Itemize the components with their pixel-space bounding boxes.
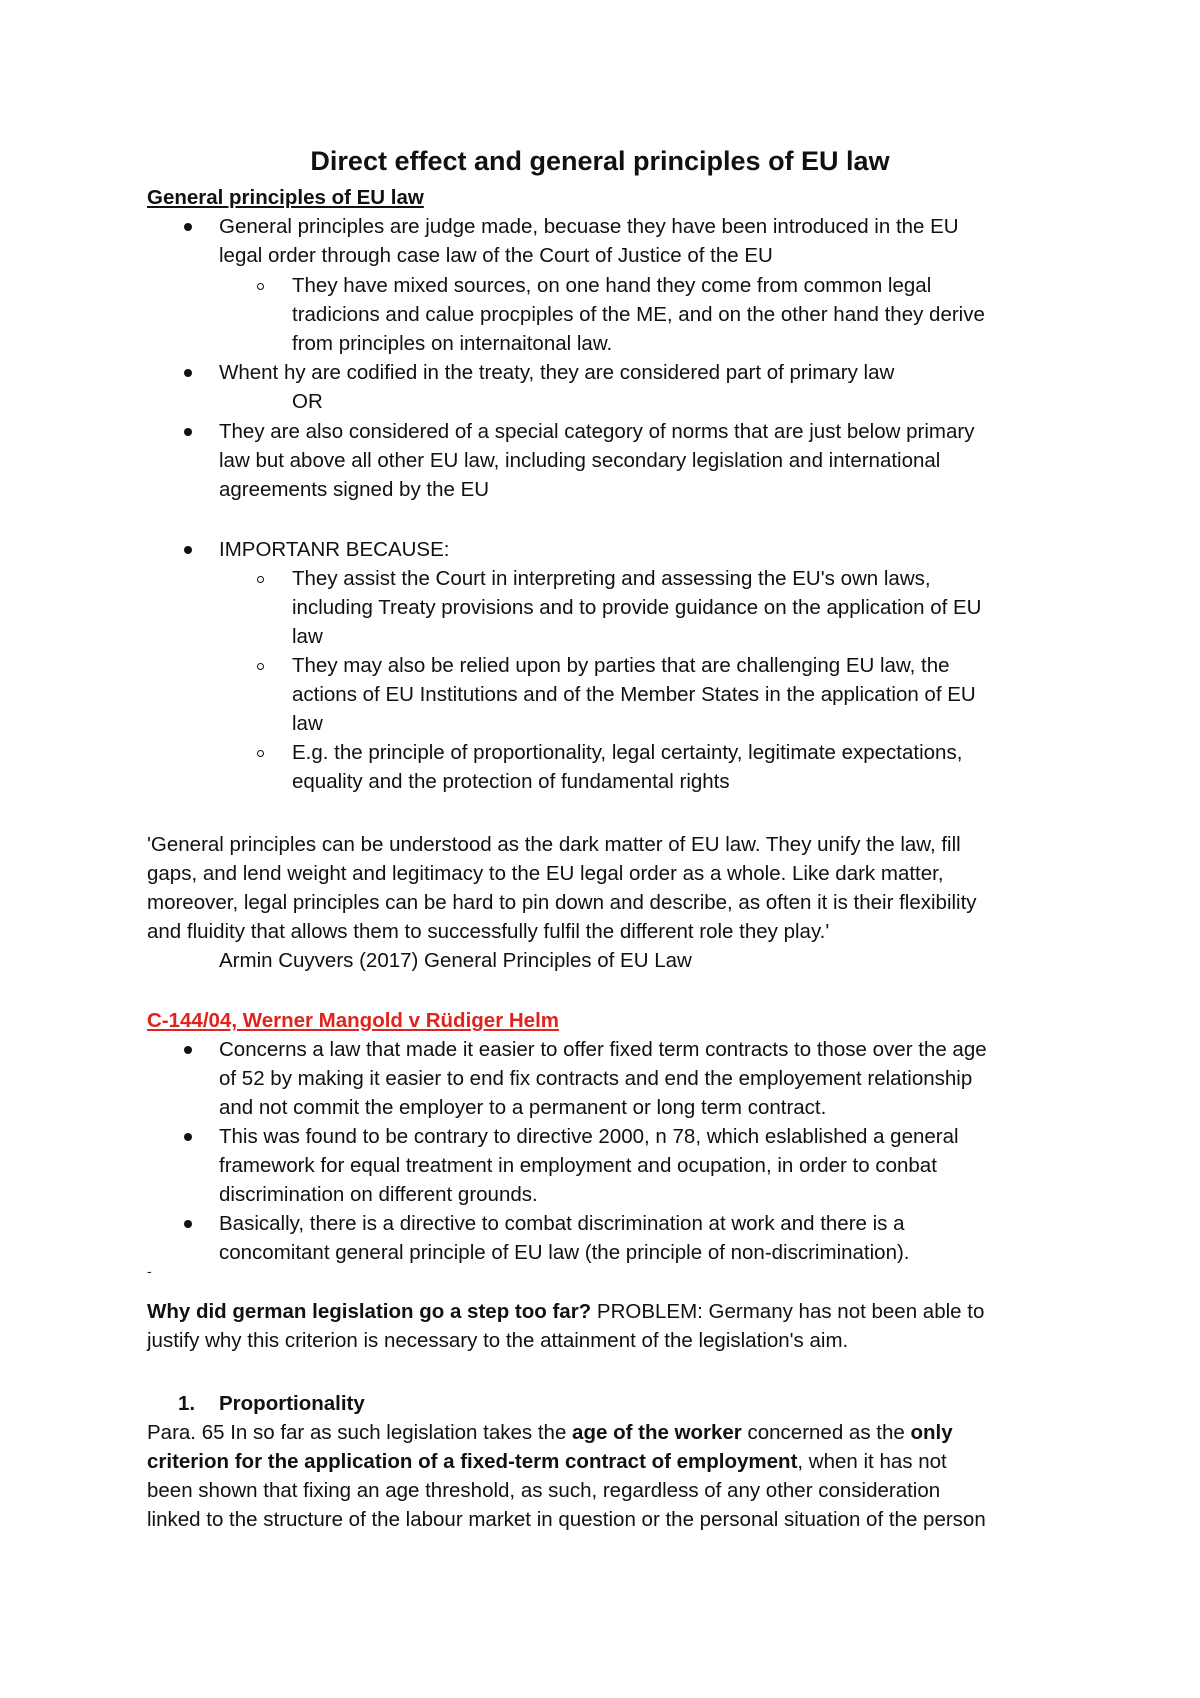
- sub-bullet-text: including Treaty provisions and to provide guidance on the application of EU: [292, 596, 982, 619]
- para-line-4: linked to the structure of the labour market in question or the personal situation of the person: [147, 1508, 986, 1531]
- bullet-text: framework for equal treatment in employment and ocupation, in order to conbat: [219, 1154, 937, 1177]
- sub-bullet-text: actions of EU Institutions and of the Member States in the application of EU: [292, 683, 976, 706]
- sub-bullet-text: law: [292, 712, 323, 735]
- question-line: [147, 1297, 984, 1326]
- dash-text: -: [147, 1263, 152, 1279]
- para-text: concerned as the: [741, 1421, 911, 1444]
- or-text: OR: [292, 390, 323, 413]
- bullet-text: Concerns a law that made it easier to offer fixed term contracts to those over the age: [219, 1038, 987, 1061]
- sub-bullet-text: tradicions and calue procpiples of the ME, and on the other hand they derive: [292, 303, 985, 326]
- sub-bullet-text: E.g. the principle of proportionality, legal certainty, legitimate expectations,: [292, 741, 963, 764]
- bullet-text: They are also considered of a special category of norms that are just below primary: [219, 420, 975, 443]
- bullet-icon: [184, 1133, 192, 1141]
- case-heading: C-144/04, Werner Mangold v Rüdiger Helm: [147, 1009, 560, 1032]
- para-bold: age of the worker: [572, 1421, 742, 1444]
- bullet-text: discrimination on different grounds.: [219, 1183, 538, 1206]
- quote-text: and fluidity that allows them to successfully fulfil the different role they play.': [147, 920, 830, 943]
- sub-bullet-text: law: [292, 625, 323, 648]
- bullet-text: concomitant general principle of EU law (the principle of non-discrimination).: [219, 1241, 910, 1264]
- bullet-icon: [184, 223, 192, 231]
- bullet-icon: [184, 1046, 192, 1054]
- quote-text: moreover, legal principles can be hard to pin down and describe, as often it is their flexibility: [147, 891, 977, 914]
- bullet-icon: [184, 369, 192, 377]
- bullet-text: and not commit the employer to a permanent or long term contract.: [219, 1096, 827, 1119]
- sub-bullet-icon: [257, 663, 264, 670]
- para-bold: only: [910, 1421, 953, 1444]
- para-text: , when it has not: [797, 1450, 947, 1473]
- page-title: Direct effect and general principles of EU law: [310, 146, 890, 176]
- sub-bullet-text: from principles on internaitonal law.: [292, 332, 613, 355]
- para-line-1: [147, 1418, 953, 1447]
- quote-text: gaps, and lend weight and legitimacy to the EU legal order as a whole. Like dark matter,: [147, 862, 944, 885]
- bullet-text: General principles are judge made, becuase they have been introduced in the EU: [219, 215, 959, 238]
- question-bold: Why did german legislation go a step too far?: [147, 1300, 592, 1323]
- list-number: 1.: [178, 1392, 196, 1415]
- para-bold: criterion for the application of a fixed-term contract of employment: [147, 1450, 798, 1473]
- sub-bullet-text: They assist the Court in interpreting and assessing the EU's own laws,: [292, 567, 931, 590]
- quote-text: 'General principles can be understood as the dark matter of EU law. They unify the law, fill: [147, 833, 961, 856]
- bullet-text: This was found to be contrary to directive 2000, n 78, which eslablished a general: [219, 1125, 959, 1148]
- bullet-text: IMPORTANR BECAUSE:: [219, 538, 450, 561]
- sub-bullet-icon: [257, 576, 264, 583]
- bullet-text: Whent hy are codified in the treaty, they are considered part of primary law: [219, 361, 895, 384]
- sub-bullet-icon: [257, 750, 264, 757]
- sub-bullet-text: They may also be relied upon by parties that are challenging EU law, the: [292, 654, 950, 677]
- sub-bullet-text: They have mixed sources, on one hand they come from common legal: [292, 274, 932, 297]
- bullet-text: legal order through case law of the Court of Justice of the EU: [219, 244, 773, 267]
- bullet-icon: [184, 428, 192, 436]
- question-rest: PROBLEM: Germany has not been able to: [591, 1300, 985, 1323]
- para-line-2: [147, 1447, 947, 1476]
- question-line-2: justify why this criterion is necessary to the attainment of the legislation's aim.: [147, 1329, 849, 1352]
- quote-attribution: Armin Cuyvers (2017) General Principles of EU Law: [219, 949, 692, 972]
- sub-bullet-icon: [257, 283, 264, 290]
- bullet-icon: [184, 546, 192, 554]
- section-heading-general-principles: General principles of EU law: [147, 186, 424, 209]
- para-text: Para. 65 In so far as such legislation takes the: [147, 1421, 573, 1444]
- bullet-text: Basically, there is a directive to combat discrimination at work and there is a: [219, 1212, 905, 1235]
- para-line-3: been shown that fixing an age threshold, as such, regardless of any other consideration: [147, 1479, 941, 1502]
- bullet-icon: [184, 1220, 192, 1228]
- bullet-text: of 52 by making it easier to end fix contracts and end the employement relationship: [219, 1067, 973, 1090]
- proportionality-heading: Proportionality: [219, 1392, 365, 1415]
- bullet-text: agreements signed by the EU: [219, 478, 490, 501]
- sub-bullet-text: equality and the protection of fundamental rights: [292, 770, 730, 793]
- bullet-text: law but above all other EU law, including secondary legislation and international: [219, 449, 941, 472]
